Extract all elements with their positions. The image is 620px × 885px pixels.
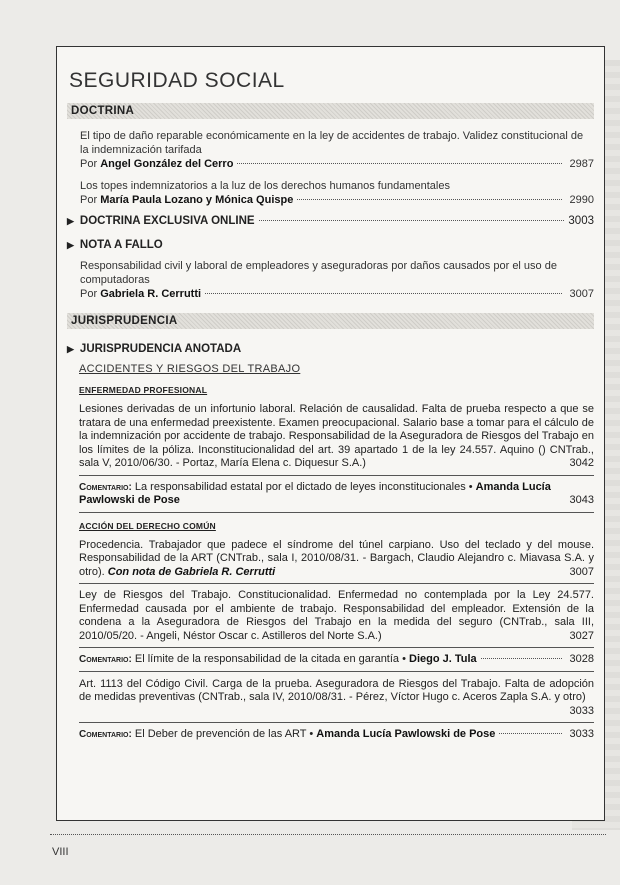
comment-text: El Deber de prevención de las ART • bbox=[134, 728, 314, 740]
comment-author: Amanda Lucía Pawlowski de Pose bbox=[316, 728, 496, 740]
entry-title: El tipo de daño reparable económicamente en la ley de accidentes de trabajo. Validez constitucional de la indemnización tarifada bbox=[80, 130, 584, 156]
leader-dots bbox=[481, 658, 562, 659]
case-text: Lesiones derivadas de un infortunio laboral. Relación de causalidad. Falta de prueba respecto a que se tratara de una enfermedad preexistente. Examen preocupacional. Salario base a tomar para el cálculo de la indemnización por accidente de trabajo. Responsabilidad de la Aseguradora de Riesgos del Trabajo en los límites de la póliza. Inconstitucionalidad del art. 39 apartado 1 de la ley 24.557. Aquino () CNTrab., sala V, 2010/06/30. - Portaz, María Elena c. Diquesur S.A.) bbox=[79, 403, 594, 469]
page-number: 3028 bbox=[569, 653, 594, 665]
case-text: Procedencia. Trabajador que padece el síndrome del túnel carpiano. Uso del teclado y del mouse. Responsabilidad de la ART (CNTrab., sala I, 2010/08/31. - Bargach, Claudio Alejandro c. Miavasa S.A. y otro). bbox=[79, 538, 594, 578]
case-entry[interactable] bbox=[79, 539, 594, 585]
triangle-bullet-icon: ▶ bbox=[67, 240, 74, 250]
footer-divider bbox=[50, 834, 606, 835]
by-label: Por bbox=[80, 288, 98, 300]
doctrina-entry[interactable] bbox=[67, 129, 594, 171]
nota-entry[interactable] bbox=[67, 259, 594, 301]
comment-label: Comentario: bbox=[79, 654, 132, 665]
online-label: DOCTRINA EXCLUSIVA ONLINE bbox=[79, 215, 255, 227]
leader-dots bbox=[259, 220, 565, 221]
page-number: 2990 bbox=[569, 194, 594, 206]
index-panel bbox=[56, 46, 605, 821]
anotada-header bbox=[67, 343, 594, 355]
subtopic-enfermedad: ENFERMEDAD PROFESIONAL bbox=[79, 385, 208, 395]
case-text: Ley de Riesgos del Trabajo. Constitucionalidad. Enfermedad no contemplada por la Ley 24.577. Enfermedad causada por el ambiente de trabajo. Responsabilidad del empleador. Extensión de la condena a la Aseguradora de Riesgos del Trabajo en la medida del seguro (CNTrab., sala III, 2010/05/20. - Angeli, Néstor Oscar c. Astilleros del Norte S.A.) bbox=[79, 589, 594, 642]
page-number: 3033 bbox=[569, 704, 594, 717]
entry-title: Los topes indemnizatorios a la luz de los derechos humanos fundamentales bbox=[80, 180, 450, 192]
case-note: Con nota de Gabriela R. Cerrutti bbox=[107, 565, 276, 578]
doctrina-entry[interactable] bbox=[67, 179, 594, 207]
leader-dots bbox=[499, 733, 562, 734]
page-number: 2987 bbox=[569, 158, 594, 170]
entry-leader-line bbox=[80, 193, 594, 207]
leader-dots bbox=[205, 293, 562, 294]
comment-label: Comentario: bbox=[79, 729, 132, 740]
comment-label: Comentario: bbox=[79, 481, 132, 493]
page-number: 3042 bbox=[569, 457, 594, 469]
comment-entry[interactable] bbox=[79, 728, 594, 746]
case-entry[interactable] bbox=[79, 403, 594, 476]
by-label: Por bbox=[80, 194, 98, 206]
doctrina-online-row[interactable] bbox=[67, 215, 594, 227]
entry-title: Responsabilidad civil y laboral de empleadores y aseguradoras por daños causados por el uso de computadoras bbox=[80, 260, 557, 286]
section-header-jurisprudencia: JURISPRUDENCIA bbox=[67, 313, 594, 329]
anotada-label: JURISPRUDENCIA ANOTADA bbox=[79, 343, 242, 355]
triangle-bullet-icon: ▶ bbox=[67, 344, 74, 354]
page-number: 3027 bbox=[569, 629, 594, 642]
page-number: 3007 bbox=[569, 288, 594, 300]
comment-author: Diego J. Tula bbox=[409, 653, 477, 665]
page-number: 3033 bbox=[569, 728, 594, 740]
entry-leader-line bbox=[80, 287, 594, 301]
page-number: 3003 bbox=[568, 215, 594, 227]
comment-entry[interactable] bbox=[79, 653, 594, 672]
by-label: Por bbox=[80, 158, 98, 170]
page-title: SEGURIDAD SOCIAL bbox=[69, 69, 285, 92]
case-text: Art. 1113 del Código Civil. Carga de la prueba. Aseguradora de Riesgos del Trabajo. Falta de adopción de medidas preventivas (CNTrab., sala IV, 2010/08/31. - Pérez, Víctor Hugo c. Aceros Zapla S.A. y otro) bbox=[79, 677, 594, 703]
comment-author: Amanda Lucía Pawlowski de Pose bbox=[79, 480, 551, 506]
subtopic-accion: ACCIÓN DEL DERECHO COMÚN bbox=[79, 520, 216, 531]
entry-author: María Paula Lozano y Mónica Quispe bbox=[100, 194, 294, 206]
page-number: 3043 bbox=[569, 494, 594, 506]
entry-author: Angel González del Cerro bbox=[100, 158, 234, 170]
page-number: 3007 bbox=[569, 565, 594, 578]
case-entry[interactable] bbox=[79, 589, 594, 648]
leader-dots bbox=[237, 163, 562, 164]
footer-page-number: VIII bbox=[52, 846, 69, 858]
entry-author: Gabriela R. Cerrutti bbox=[100, 288, 202, 300]
entry-leader-line bbox=[80, 157, 594, 171]
leader-dots bbox=[297, 199, 562, 200]
nota-label: NOTA A FALLO bbox=[79, 239, 163, 251]
case-entry[interactable] bbox=[79, 678, 594, 724]
section-header-doctrina: DOCTRINA bbox=[67, 103, 594, 119]
comment-text: La responsabilidad estatal por el dictado de leyes inconstitucionales • bbox=[134, 480, 473, 493]
triangle-bullet-icon: ▶ bbox=[67, 216, 74, 226]
nota-header bbox=[67, 239, 594, 251]
comment-entry[interactable] bbox=[79, 481, 594, 513]
comment-text: El límite de la responsabilidad de la citada en garantía • bbox=[134, 653, 406, 665]
topic-heading: ACCIDENTES Y RIESGOS DEL TRABAJO bbox=[79, 363, 301, 375]
